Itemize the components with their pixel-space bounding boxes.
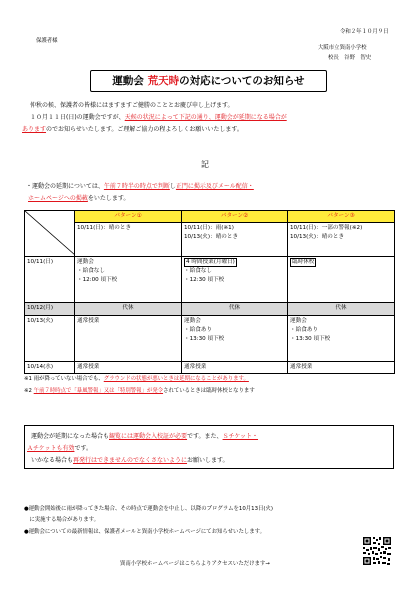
date-cell: 10/11(日) — [25, 257, 75, 303]
date-cell: 10/13(火) — [25, 316, 75, 362]
issue-date: 令和２年１０月９日 — [340, 29, 389, 35]
condition-cell-1: 10/11(日)：晴のとき — [75, 223, 182, 257]
condition-cell-2: 10/11(日)：雨(※1) 10/13(火)：晴のとき — [182, 223, 288, 257]
intro-line-2: １０月１１日(日)の運動会ですが、天候の状況によって下記の通り、運動会が延期になる場合が — [30, 114, 287, 121]
schedule-cell: 通常授業 — [75, 362, 182, 374]
title-highlight: 荒天時 — [147, 75, 180, 87]
principal-name: 校長 谷野 智史 — [328, 55, 372, 61]
notice-line-1: 運動会が延期になった場合も観覧には運動会入校証が必要です。また、Ｓチケット・ — [31, 433, 259, 440]
pattern-header-2: パターン② — [182, 211, 288, 223]
title-prefix: 運動会 — [112, 75, 144, 87]
qr-code-icon[interactable] — [362, 536, 392, 566]
intro-line-1: 仲秋の候、保護者の皆様にはますますご健勝のこととお慶び申し上げます。 — [30, 102, 234, 109]
schedule-cell: 運動会 ・給食あり ・13:30 頃下校 — [182, 316, 288, 362]
recipient: 保護者様 — [36, 38, 58, 44]
schedule-cell: 臨時休校 — [288, 257, 395, 303]
schedule-cell: 4 時間授業(月曜日) ・給食なし ・12:30 頃下校 — [182, 257, 288, 303]
schedule-cell: 運動会 ・給食なし ・12:00 頃下校 — [75, 257, 182, 303]
pattern-header-1: パターン① — [75, 211, 182, 223]
schedule-cell: 通常授業 — [288, 362, 395, 374]
footnote-2: ※2 午前７時時点で「暴風警報」又は「特別警報」が発令されているときは臨時休校となります — [24, 388, 255, 394]
schedule-cell: 運動会 ・給食あり ・13:30 頃下校 — [288, 316, 395, 362]
admission-notice-box — [24, 425, 394, 469]
schedule-cell: 通常授業 — [75, 316, 182, 362]
schedule-cell: 通常授業 — [182, 362, 288, 374]
schedule-cell: 代休 — [182, 303, 288, 316]
ki-heading: 記 — [201, 160, 209, 169]
pattern-header-3: パターン③ — [288, 211, 395, 223]
notice-line-2: Ａチケットも有効です。 — [27, 445, 92, 452]
notice-line-3: いかなる場合も再発行はできませんのでなくさないようにお願いします。 — [31, 457, 229, 464]
rain-note-line-2: に実施する場合があります。 — [24, 517, 100, 523]
schedule-cell: 代休 — [288, 303, 395, 316]
corner-cell — [25, 211, 75, 257]
page-title — [90, 70, 327, 92]
school-name: 大阪市立巽南小学校 — [318, 45, 367, 51]
diagonal-line — [25, 211, 75, 255]
condition-cell-3: 10/11(日)：一部の警報(※2) 10/13(火)：晴のとき — [288, 223, 395, 257]
schedule-table — [24, 210, 395, 374]
schedule-cell: 代休 — [75, 303, 182, 316]
date-cell: 10/12(月) — [25, 303, 75, 316]
rain-note-line-1: ●運動会開始後に雨が降ってきた場合、その時点で運動会を中止し、以降のプログラムを10月13日(火) — [24, 506, 273, 512]
homepage-access-text: 巽南小学校ホームページはこちらよりアクセスいただけます→ — [120, 561, 270, 567]
bullet-postpone-line-2: ホームページへの掲載をいたします。 — [28, 195, 130, 202]
title-suffix: の対応についてのお知らせ — [179, 75, 305, 87]
footnote-1: ※1 雨が降っていない場合でも、グラウンドの状態が悪いときは延期になることがあります。 — [24, 376, 249, 382]
date-cell: 10/14(水) — [25, 362, 75, 374]
intro-line-3: ありますのでお知らせいたします。ご理解ご協力の程よろしくお願いいたします。 — [22, 126, 243, 133]
latest-info-note: ●運動会についての最新情報は、保護者メールと巽南小学校ホームページにてお知らせいたします。 — [24, 529, 265, 535]
bullet-postpone-line-1: ・運動会の延期については、午前７時半の時点で判断し正門に掲示及びメール配信・ — [26, 183, 254, 190]
